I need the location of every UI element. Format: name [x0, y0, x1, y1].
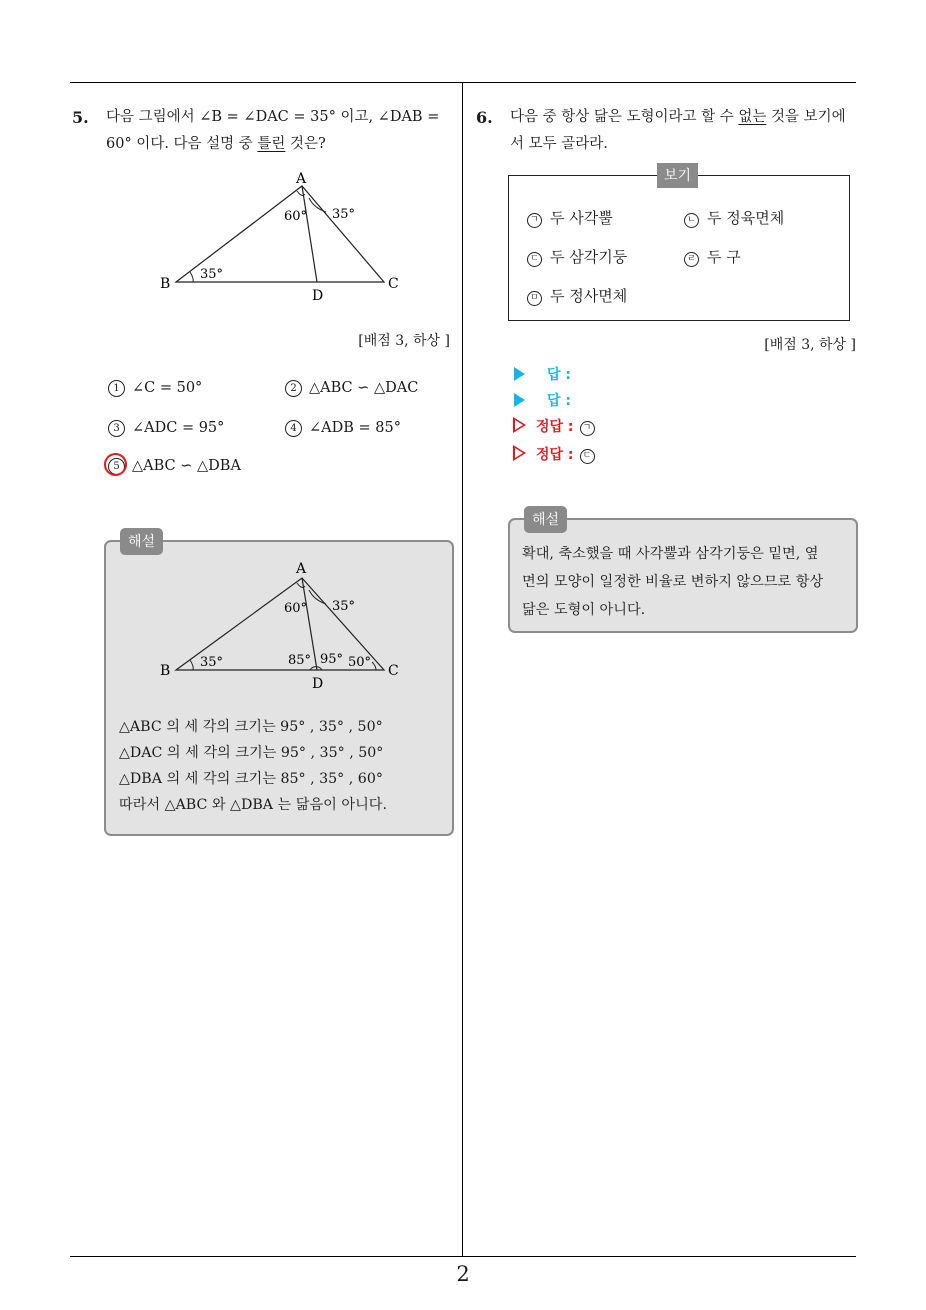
play-icon: [514, 393, 525, 407]
bogi-item-4: ㄹ 두 구: [684, 246, 741, 267]
choice-number: 3: [108, 420, 125, 437]
angle-b-label: 35°: [200, 267, 224, 282]
angle-dac-label: 35°: [332, 599, 356, 614]
answer-prompt-2[interactable]: 답 :: [514, 390, 571, 410]
bogi-item-5: ㅁ 두 정사면체: [527, 285, 627, 306]
choice-number: 2: [285, 380, 302, 397]
angle-b-label: 35°: [200, 655, 224, 670]
explanation-text: [119, 714, 387, 818]
stem-line-2: 60° 이다. 다음 설명 중 틀린 것은?: [106, 136, 326, 152]
answer-choices: [108, 380, 448, 490]
stem-line-1: 다음 중 항상 닮은 도형이라고 할 수 없는 것을 보기에: [510, 109, 846, 125]
question-number: 5.: [72, 108, 89, 127]
explanation-line-1: 확대, 축소했을 때 사각뿔과 삼각기둥은 밑면, 옆: [522, 546, 819, 562]
stem-line-2: 서 모두 골라라.: [510, 136, 608, 152]
question-6: [476, 104, 858, 158]
bogi-item-3: ㄷ 두 삼각기둥: [527, 246, 627, 267]
correct-answer-1: 정답 : ㄱ: [513, 416, 603, 436]
explanation-tag: 해설: [524, 506, 567, 533]
answer-prompt-1[interactable]: 답 :: [514, 364, 571, 384]
explanation-box-q5: [104, 534, 454, 836]
triangle-figure: [150, 168, 410, 303]
triangle-outline-icon: [513, 445, 526, 461]
angle-bad-label: 60°: [284, 209, 308, 224]
question-stem: [510, 104, 858, 158]
score-label: [배점 3, 하상 ]: [764, 337, 856, 353]
angle-adc-label: 95°: [320, 652, 344, 667]
vertex-d-label: D: [312, 676, 324, 692]
question-5: [72, 104, 452, 158]
choice-4[interactable]: 4 ∠ADB = 85°: [285, 420, 401, 437]
vertex-c-label: C: [388, 276, 399, 292]
bogi-item-2: ㄴ 두 정육면체: [684, 207, 784, 228]
explanation-line-3: △DBA 의 세 각의 크기는 85° , 35° , 60°: [119, 771, 383, 787]
vertex-a-label: A: [296, 171, 307, 187]
column-divider: [462, 82, 463, 1256]
bogi-tag: 보기: [657, 163, 698, 188]
selected-answer-mark: [102, 451, 129, 478]
choice-3[interactable]: 3 ∠ADC = 95°: [108, 420, 224, 437]
bottom-rule: [70, 1256, 856, 1257]
question-number: 6.: [476, 108, 493, 127]
explanation-box-q6: [508, 512, 858, 633]
score-label: [배점 3, 하상 ]: [358, 333, 450, 349]
bogi-item-1: ㄱ 두 사각뿔: [527, 207, 613, 228]
underlined-word: 틀린: [257, 136, 286, 152]
explanation-text: [522, 540, 848, 624]
angle-c-label: 50°: [348, 655, 372, 670]
explanation-line-3: 닮은 도형이 아니다.: [522, 602, 646, 618]
explanation-line-4: 따라서 △ABC 와 △DBA 는 닮음이 아니다.: [119, 797, 387, 813]
explanation-line-1: △ABC 의 세 각의 크기는 95° , 35° , 50°: [119, 719, 383, 735]
explanation-triangle-figure: [150, 556, 410, 696]
triangle-outline-icon: [513, 417, 526, 433]
explanation-tag: 해설: [120, 528, 163, 555]
vertex-d-label: D: [312, 288, 324, 303]
vertex-b-label: B: [160, 276, 171, 292]
explanation-line-2: 면의 모양이 일정한 비율로 변하지 않으므로 항상: [522, 574, 824, 590]
choice-5[interactable]: 5 △ABC ∽ △DBA: [108, 458, 241, 475]
question-stem: [106, 104, 452, 158]
play-icon: [514, 367, 525, 381]
angle-adb-label: 85°: [288, 653, 312, 668]
angle-dac-label: 35°: [332, 207, 356, 222]
choice-1[interactable]: 1 ∠C = 50°: [108, 380, 202, 397]
underlined-word: 없는: [738, 109, 767, 125]
choice-number: 5: [108, 458, 125, 475]
explanation-line-2: △DAC 의 세 각의 크기는 95° , 35° , 50°: [119, 745, 384, 761]
vertex-c-label: C: [388, 663, 399, 679]
stem-line-1: 다음 그림에서 ∠B = ∠DAC = 35° 이고, ∠DAB =: [106, 109, 440, 125]
angle-bad-label: 60°: [284, 601, 308, 616]
correct-answer-2: 정답 : ㄷ: [513, 444, 603, 464]
vertex-a-label: A: [296, 561, 307, 577]
choice-number: 1: [108, 380, 125, 397]
top-rule: [70, 82, 856, 83]
choice-2[interactable]: 2 △ABC ∽ △DAC: [285, 380, 418, 397]
vertex-b-label: B: [160, 663, 171, 679]
choice-number: 4: [285, 420, 302, 437]
page-number: 2: [456, 1262, 470, 1286]
